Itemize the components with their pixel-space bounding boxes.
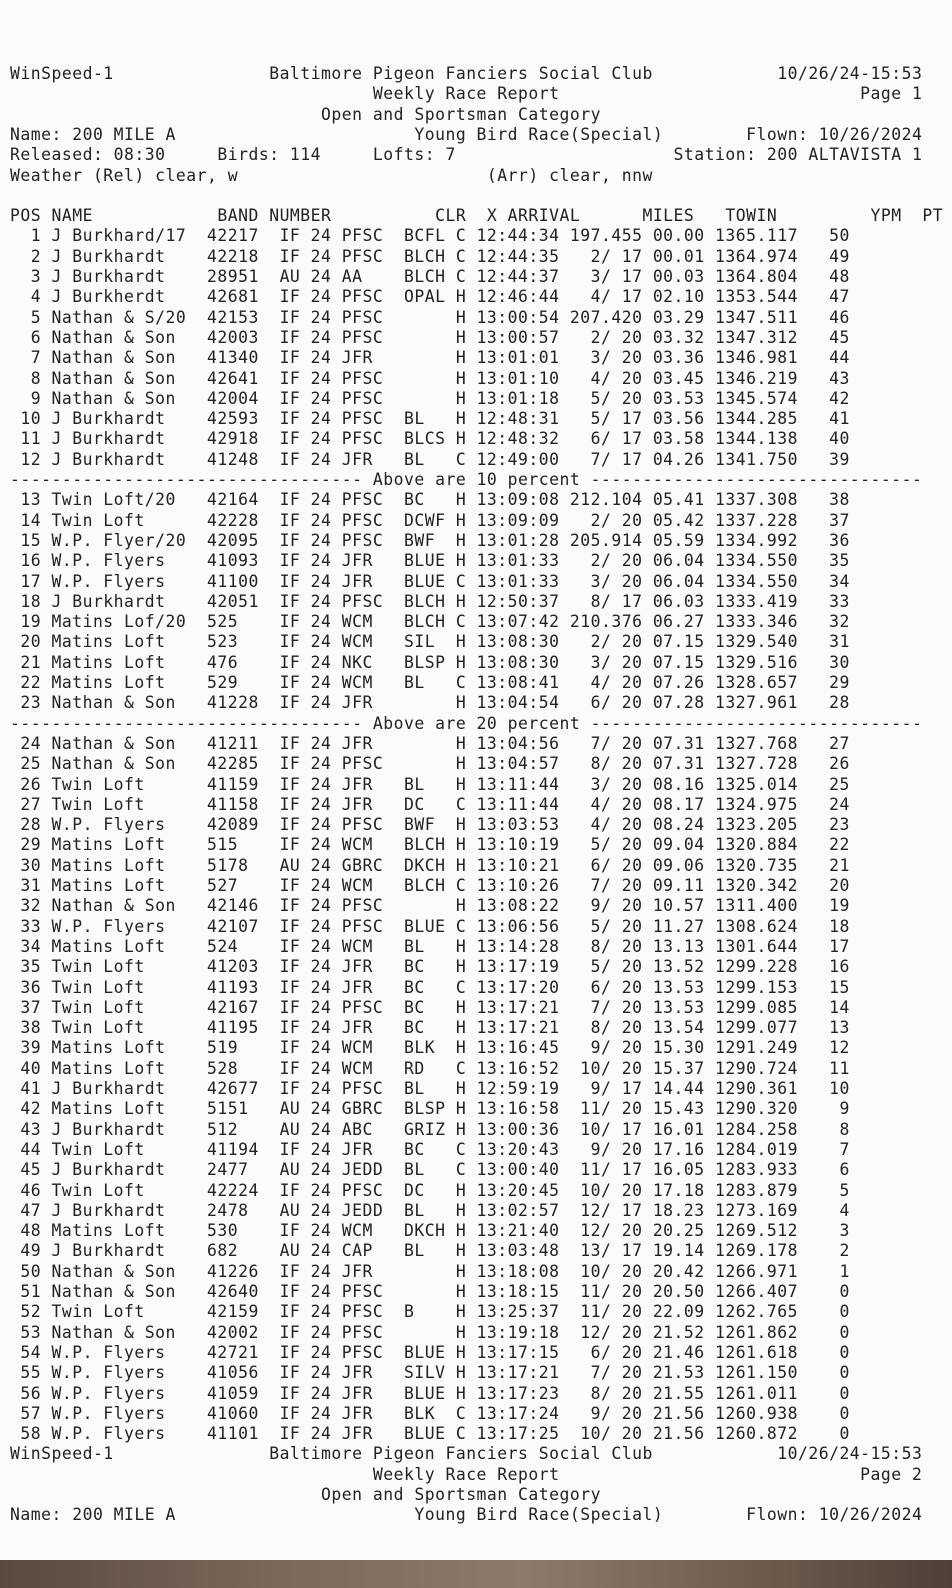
result-row-18: 18 J Burkhardt 42051 IF 24 PFSC BLCH H 12:50:37 8/ 17 06.03 1333.419 33	[10, 591, 850, 611]
result-row-39: 39 Matins Loft 519 IF 24 WCM BLK H 13:16:45 9/ 20 15.30 1291.249 12	[10, 1038, 850, 1058]
result-row-19: 19 Matins Lof/20 525 IF 24 WCM BLCH C 13:07:42 210.376 06.27 1333.346 32	[10, 612, 850, 632]
result-row-53: 53 Nathan & Son 42002 IF 24 PFSC H 13:19:18 12/ 20 21.52 1261.862 0	[10, 1322, 850, 1342]
page1-category-line: Open and Sportsman Category	[10, 104, 923, 124]
result-row-31: 31 Matins Loft 527 IF 24 WCM BLCH C 13:10:26 7/ 20 09.11 1320.342 20	[10, 876, 850, 895]
page2-race-line: Name: 200 MILE A Young Bird Race(Special) Flown: 10/26/2024	[10, 1505, 923, 1525]
result-row-26: 26 Twin Loft 41159 IF 24 JFR BL H 13:11:44 3/ 20 08.16 1325.014 25	[10, 774, 850, 794]
result-row-58: 58 W.P. Flyers 41101 IF 24 JFR BLUE C 13:17:25 10/ 20 21.56 1260.872 0	[10, 1424, 850, 1444]
result-row-14: 14 Twin Loft 42228 IF 24 PFSC DCWF H 13:09:09 2/ 20 05.42 1337.228 37	[10, 510, 850, 530]
result-row-49: 49 J Burkhardt 682 AU 24 CAP BL H 13:03:48 13/ 17 19.14 1269.178 2	[10, 1241, 850, 1261]
result-row-50: 50 Nathan & Son 41226 IF 24 JFR H 13:18:08 10/ 20 20.42 1266.971 1	[10, 1261, 850, 1281]
page1-title-line: WinSpeed-1 Baltimore Pigeon Fanciers Social Club 10/26/24-15:53	[10, 64, 923, 83]
page1-report-line: Weekly Race Report Page 1	[10, 84, 923, 104]
page2-title-line: WinSpeed-1 Baltimore Pigeon Fanciers Social Club 10/26/24-15:53	[10, 1444, 923, 1464]
result-row-4: 4 J Burkherdt 42681 IF 24 PFSC OPAL H 12:46:44 4/ 17 02.10 1353.544 47	[10, 287, 850, 307]
page1-release-line: Released: 08:30 Birds: 114 Lofts: 7 Station: 200 ALTAVISTA 1	[10, 145, 923, 165]
result-row-47: 47 J Burkhardt 2478 AU 24 JEDD BL H 13:02:57 12/ 17 18.23 1273.169 4	[10, 1200, 850, 1220]
column-header-line: POS NAME BAND NUMBER CLR X ARRIVAL MILES TOWIN YPM PT	[10, 206, 944, 226]
result-row-11: 11 J Burkhardt 42918 IF 24 PFSC BLCS H 12:48:32 6/ 17 03.58 1344.138 40	[10, 429, 850, 449]
result-row-13: 13 Twin Loft/20 42164 IF 24 PFSC BC H 13:09:08 212.104 05.41 1337.308 38	[10, 490, 850, 510]
result-row-9: 9 Nathan & Son 42004 IF 24 PFSC H 13:01:18 5/ 20 03.53 1345.574 42	[10, 388, 850, 408]
result-row-40: 40 Matins Loft 528 IF 24 WCM RD C 13:16:52 10/ 20 15.37 1290.724 11	[10, 1058, 850, 1078]
result-row-1: 1 J Burkhard/17 42217 IF 24 PFSC BCFL C 12:44:34 197.455 00.00 1365.117 50	[10, 226, 850, 246]
result-row-34: 34 Matins Loft 524 IF 24 WCM BL H 13:14:28 8/ 20 13.13 1301.644 17	[10, 936, 850, 956]
result-row-20: 20 Matins Loft 523 IF 24 WCM SIL H 13:08:30 2/ 20 07.15 1329.540 31	[10, 632, 850, 652]
percent-separator: ---------------------------------- Above are 20 percent --------------------------------	[10, 713, 923, 733]
result-row-45: 45 J Burkhardt 2477 AU 24 JEDD BL C 13:00:40 11/ 17 16.05 1283.933 6	[10, 1160, 850, 1180]
result-row-51: 51 Nathan & Son 42640 IF 24 PFSC H 13:18:15 11/ 20 20.50 1266.407 0	[10, 1282, 850, 1301]
result-row-23: 23 Nathan & Son 41228 IF 24 JFR H 13:04:54 6/ 20 07.28 1327.961 28	[10, 693, 850, 713]
result-row-56: 56 W.P. Flyers 41059 IF 24 JFR BLUE H 13:17:23 8/ 20 21.55 1261.011 0	[10, 1383, 850, 1403]
page2-category-line: Open and Sportsman Category	[10, 1485, 923, 1504]
result-row-17: 17 W.P. Flyers 41100 IF 24 JFR BLUE C 13:01:33 3/ 20 06.04 1334.550 34	[10, 571, 850, 591]
result-row-22: 22 Matins Loft 529 IF 24 WCM BL C 13:08:41 4/ 20 07.26 1328.657 29	[10, 673, 850, 692]
result-row-21: 21 Matins Loft 476 IF 24 NKC BLSP H 13:08:30 3/ 20 07.15 1329.516 30	[10, 652, 850, 672]
result-row-30: 30 Matins Loft 5178 AU 24 GBRC DKCH H 13:10:21 6/ 20 09.06 1320.735 21	[10, 855, 850, 875]
result-row-28: 28 W.P. Flyers 42089 IF 24 PFSC BWF H 13:03:53 4/ 20 08.24 1323.205 23	[10, 815, 850, 835]
result-row-10: 10 J Burkhardt 42593 IF 24 PFSC BL H 12:48:31 5/ 17 03.56 1344.285 41	[10, 409, 850, 429]
page1-weather-line: Weather (Rel) clear, w (Arr) clear, nnw	[10, 165, 653, 185]
result-row-12: 12 J Burkhardt 41248 IF 24 JFR BL C 12:49:00 7/ 17 04.26 1341.750 39	[10, 449, 850, 469]
result-row-5: 5 Nathan & S/20 42153 IF 24 PFSC H 13:00:54 207.420 03.29 1347.511 46	[10, 307, 850, 327]
result-row-37: 37 Twin Loft 42167 IF 24 PFSC BC H 13:17:21 7/ 20 13.53 1299.085 14	[10, 997, 850, 1017]
result-row-3: 3 J Burkhardt 28951 AU 24 AA BLCH C 12:44:37 3/ 17 00.03 1364.804 48	[10, 267, 850, 286]
result-row-2: 2 J Burkhardt 42218 IF 24 PFSC BLCH C 12:44:35 2/ 17 00.01 1364.974 49	[10, 246, 850, 266]
result-row-36: 36 Twin Loft 41193 IF 24 JFR BC C 13:17:20 6/ 20 13.53 1299.153 15	[10, 977, 850, 997]
page1-race-line: Name: 200 MILE A Young Bird Race(Special) Flown: 10/26/2024	[10, 124, 923, 144]
result-row-7: 7 Nathan & Son 41340 IF 24 JFR H 13:01:01 3/ 20 03.36 1346.981 44	[10, 348, 850, 368]
result-row-52: 52 Twin Loft 42159 IF 24 PFSC B H 13:25:37 11/ 20 22.09 1262.765 0	[10, 1302, 850, 1322]
percent-separator: ---------------------------------- Above are 10 percent --------------------------------	[10, 470, 923, 489]
result-row-42: 42 Matins Loft 5151 AU 24 GBRC BLSP H 13:16:58 11/ 20 15.43 1290.320 9	[10, 1099, 850, 1119]
page2-report-line: Weekly Race Report Page 2	[10, 1464, 923, 1484]
result-row-6: 6 Nathan & Son 42003 IF 24 PFSC H 13:00:57 2/ 20 03.32 1347.312 45	[10, 327, 850, 347]
result-row-38: 38 Twin Loft 41195 IF 24 JFR BC H 13:17:21 8/ 20 13.54 1299.077 13	[10, 1018, 850, 1038]
background-floor	[0, 1560, 952, 1588]
result-row-27: 27 Twin Loft 41158 IF 24 JFR DC C 13:11:44 4/ 20 08.17 1324.975 24	[10, 794, 850, 814]
result-row-54: 54 W.P. Flyers 42721 IF 24 PFSC BLUE H 13:17:15 6/ 20 21.46 1261.618 0	[10, 1342, 850, 1362]
result-row-25: 25 Nathan & Son 42285 IF 24 PFSC H 13:04:57 8/ 20 07.31 1327.728 26	[10, 754, 850, 774]
result-row-44: 44 Twin Loft 41194 IF 24 JFR BC C 13:20:43 9/ 20 17.16 1284.019 7	[10, 1139, 850, 1159]
result-row-35: 35 Twin Loft 41203 IF 24 JFR BC H 13:17:19 5/ 20 13.52 1299.228 16	[10, 957, 850, 977]
result-row-29: 29 Matins Loft 515 IF 24 WCM BLCH H 13:10:19 5/ 20 09.04 1320.884 22	[10, 835, 850, 855]
result-row-48: 48 Matins Loft 530 IF 24 WCM DKCH H 13:21:40 12/ 20 20.25 1269.512 3	[10, 1221, 850, 1241]
result-row-46: 46 Twin Loft 42224 IF 24 PFSC DC H 13:20:45 10/ 20 17.18 1283.879 5	[10, 1180, 850, 1200]
result-row-8: 8 Nathan & Son 42641 IF 24 PFSC H 13:01:10 4/ 20 03.45 1346.219 43	[10, 368, 850, 388]
result-row-41: 41 J Burkhardt 42677 IF 24 PFSC BL H 12:59:19 9/ 17 14.44 1290.361 10	[10, 1079, 850, 1098]
result-row-24: 24 Nathan & Son 41211 IF 24 JFR H 13:04:56 7/ 20 07.31 1327.768 27	[10, 733, 850, 753]
result-row-32: 32 Nathan & Son 42146 IF 24 PFSC H 13:08:22 9/ 20 10.57 1311.400 19	[10, 896, 850, 916]
result-row-15: 15 W.P. Flyer/20 42095 IF 24 PFSC BWF H 13:01:28 205.914 05.59 1334.992 36	[10, 530, 850, 550]
result-row-43: 43 J Burkhardt 512 AU 24 ABC GRIZ H 13:00:36 10/ 17 16.01 1284.258 8	[10, 1119, 850, 1139]
result-row-57: 57 W.P. Flyers 41060 IF 24 JFR BLK C 13:17:24 9/ 20 21.56 1260.938 0	[10, 1403, 850, 1423]
result-row-55: 55 W.P. Flyers 41056 IF 24 JFR SILV H 13:17:21 7/ 20 21.53 1261.150 0	[10, 1363, 850, 1383]
result-row-16: 16 W.P. Flyers 41093 IF 24 JFR BLUE H 13:01:33 2/ 20 06.04 1334.550 35	[10, 551, 850, 571]
result-row-33: 33 W.P. Flyers 42107 IF 24 PFSC BLUE C 13:06:56 5/ 20 11.27 1308.624 18	[10, 916, 850, 936]
